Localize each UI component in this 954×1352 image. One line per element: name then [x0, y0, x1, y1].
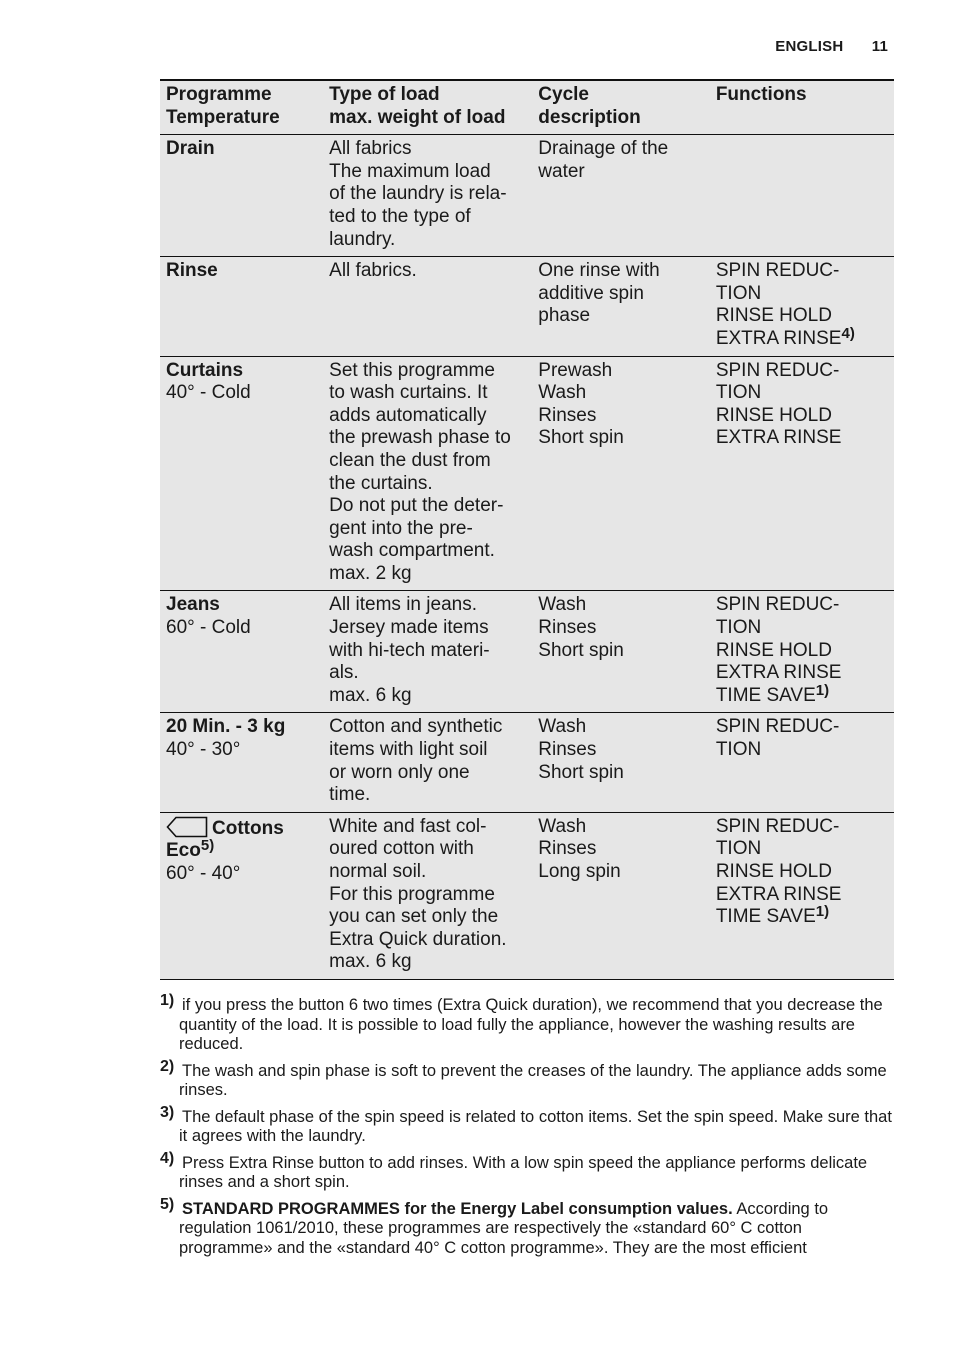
programme-cell: [160, 257, 323, 356]
cell-line: Set this programme: [329, 359, 495, 381]
cycle-cell: [532, 257, 710, 356]
cell-line: SPIN REDUC-: [715, 594, 840, 616]
load-cell: [323, 135, 532, 257]
cell-line: Wash: [538, 594, 587, 616]
footnote-ref: 1): [815, 681, 830, 699]
table-header-row: [160, 80, 894, 135]
table-row: [160, 713, 894, 812]
cell-line: normal soil.: [329, 861, 427, 882]
cell-line: Rinses: [538, 404, 597, 426]
footnote-item: [160, 1057, 900, 1101]
footnote-number: 2): [160, 1057, 175, 1075]
cell-line: TIME SAVE$^{1)}$: [715, 681, 830, 706]
cell-line: All fabrics: [329, 138, 412, 160]
cell-line: Drainage of the: [538, 138, 669, 160]
page-number: 11: [871, 38, 888, 55]
table-row-cottons-eco: [160, 812, 894, 979]
cell-line: RINSE HOLD: [715, 404, 832, 426]
footnote-item: [160, 1149, 900, 1193]
cell-line: water: [538, 160, 585, 182]
cell-line: RINSE HOLD: [715, 305, 832, 327]
footnote-text: According to regulation 1061/2010, these programmes are respectively the «standard 60° C cotton programme» and the «standard 40° C cotton programme». They are the most efficient: [179, 1199, 829, 1257]
cell-line: Short spin: [538, 427, 624, 449]
footnote-number: 4): [160, 1149, 175, 1167]
programme-cell: [160, 135, 323, 257]
cell-line: oured cotton with: [329, 838, 474, 860]
table-row: [160, 591, 894, 713]
footnote-item: [160, 1195, 900, 1259]
table-row: [160, 356, 894, 591]
cell-line: SPIN REDUC-: [715, 359, 840, 381]
cell-line: Wash: [538, 382, 587, 404]
cell-line: Wash: [538, 815, 587, 837]
cell-line: Prewash: [538, 359, 613, 381]
cell-line: Jeans: [166, 594, 220, 616]
cell-line: RINSE HOLD: [715, 639, 832, 661]
footnote-number: 5): [160, 1195, 175, 1213]
table-row: [160, 135, 894, 257]
cell-line: 20 Min. - 3 kg: [166, 716, 286, 738]
cell-line: 40° - Cold: [166, 382, 251, 404]
cell-line: als.: [329, 662, 359, 684]
cell-line: SPIN REDUC-: [715, 716, 840, 738]
functions-cell: [710, 356, 894, 591]
cell-line: Rinses: [538, 739, 597, 761]
cycle-cell: [532, 812, 710, 979]
programme-cell: [160, 812, 323, 979]
load-cell: [323, 257, 532, 356]
footnote-ref: 1): [815, 903, 830, 921]
functions-cell: [710, 713, 894, 812]
cell-line: the prewash phase to: [329, 427, 511, 449]
cell-line: Long spin: [538, 861, 621, 882]
footnote-lead: STANDARD PROGRAMMES for the Energy Label consumption values.: [182, 1199, 733, 1218]
cell-line: ted to the type of: [329, 205, 471, 227]
footnotes: [160, 992, 900, 1265]
cell-line: TION: [715, 382, 762, 404]
footnote-text: The wash and spin phase is soft to prevent the creases of the laundry. The appliance adds some rinses.: [179, 1061, 887, 1099]
cell-line: time.: [329, 784, 371, 806]
footnote-number: 1): [160, 992, 175, 1009]
cell-line: items with light soil: [329, 739, 488, 761]
footnote-text: Press Extra Rinse button to add rinses. With a low spin speed the appliance performs delicate rinses and a short spin.: [179, 1153, 868, 1191]
load-cell: [323, 591, 532, 713]
cell-line: wash compartment.: [329, 540, 495, 562]
functions-cell: [710, 257, 894, 356]
cell-line: TION: [715, 838, 762, 860]
cell-line: White and fast col-: [329, 815, 487, 837]
table-row: [160, 257, 894, 356]
cell-line: 60° - Cold: [166, 617, 251, 639]
cell-line: clean the dust from: [329, 449, 491, 471]
cell-line: of the laundry is rela-: [329, 183, 507, 205]
cell-line: Cotton and synthetic: [329, 716, 503, 738]
cell-line: One rinse with: [538, 260, 660, 282]
load-cell: [323, 812, 532, 979]
cell-line: Rinses: [538, 838, 597, 860]
cycle-cell: [532, 356, 710, 591]
cell-line: the curtains.: [329, 472, 433, 494]
header-load: Type of load max. weight of load: [323, 80, 532, 135]
cell-line: Jersey made items: [329, 617, 489, 639]
cell-line: adds automatically: [329, 404, 487, 426]
footnote-item: [160, 1103, 900, 1147]
functions-cell: [710, 135, 894, 257]
cell-line: Extra Quick duration.: [329, 928, 507, 950]
load-cell: [323, 713, 532, 812]
cell-line: The maximum load: [329, 160, 491, 182]
cell-line: For this programme: [329, 883, 495, 905]
cell-line: EXTRA RINSE$^{4)}$: [715, 324, 855, 349]
cell-line: EXTRA RINSE: [715, 883, 842, 905]
cell-line: TION: [715, 282, 762, 304]
cell-line: 40° - 30°: [166, 739, 241, 761]
page-header: [775, 38, 888, 55]
cell-line: RINSE HOLD: [715, 861, 832, 882]
cell-line: Short spin: [538, 639, 624, 661]
cycle-cell: [532, 713, 710, 812]
cell-line: max. 6 kg: [329, 951, 412, 973]
cell-line: SPIN REDUC-: [715, 260, 840, 282]
load-cell: [323, 356, 532, 591]
cell-line: All fabrics.: [329, 260, 417, 282]
programme-table: [160, 79, 894, 980]
eco-temperature: 60° - 40°: [166, 863, 241, 884]
header-programme: Programme Temperature: [160, 80, 323, 135]
cell-line: Wash: [538, 716, 587, 738]
cell-line: with hi-tech materi-: [329, 639, 490, 661]
cell-line: Do not put the deter-: [329, 495, 504, 517]
programme-cell: [160, 356, 323, 591]
cell-line: phase: [538, 305, 591, 327]
cell-line: you can set only the: [329, 906, 499, 928]
cell-line: Rinses: [538, 617, 597, 639]
eco-tag-icon: [166, 816, 208, 838]
cell-line: EXTRA RINSE: [715, 662, 842, 684]
cell-line: Rinse: [166, 260, 218, 282]
cell-line: EXTRA RINSE: [715, 427, 842, 449]
cell-line: or worn only one: [329, 761, 470, 783]
footnote-text: The default phase of the spin speed is related to cotton items. Set the spin speed. Make sure that it agrees with the laundry.: [179, 1107, 892, 1145]
programme-cell: [160, 591, 323, 713]
footnote-ref: 4): [841, 324, 855, 342]
cell-line: gent into the pre-: [329, 517, 473, 539]
eco-name-part1: Cottons: [212, 817, 284, 839]
cell-line: SPIN REDUC-: [715, 815, 840, 837]
cell-line: TION: [715, 739, 762, 761]
header-functions: Functions: [710, 80, 894, 135]
cell-line: TIME SAVE$^{1)}$: [715, 903, 830, 928]
cell-line: TION: [715, 617, 762, 639]
functions-cell: [710, 591, 894, 713]
header-cycle: Cycle description: [532, 80, 710, 135]
eco-footnote-ref: 5): [200, 837, 215, 855]
cell-line: max. 6 kg: [329, 684, 412, 706]
cell-line: additive spin: [538, 282, 644, 304]
functions-cell: [710, 812, 894, 979]
language-label: ENGLISH: [775, 38, 844, 55]
cell-line: laundry.: [329, 228, 396, 250]
cell-line: Short spin: [538, 761, 624, 783]
cell-line: max. 2 kg: [329, 562, 412, 584]
footnote-item: [160, 992, 900, 1055]
programme-cell: [160, 713, 323, 812]
cell-line: All items in jeans.: [329, 594, 477, 616]
eco-name-part2: Eco: [166, 840, 201, 862]
cell-line: to wash curtains. It: [329, 382, 488, 404]
cycle-cell: [532, 135, 710, 257]
cell-line: Curtains: [166, 359, 244, 381]
footnote-text: if you press the button 6 two times (Extra Quick duration), we recommend that you decrease the quantity of the load. It is possible to load fully the appliance, however the washing results are reduced.: [179, 996, 883, 1053]
cycle-cell: [532, 591, 710, 713]
footnote-number: 3): [160, 1103, 175, 1121]
cell-line: Drain: [166, 138, 215, 160]
